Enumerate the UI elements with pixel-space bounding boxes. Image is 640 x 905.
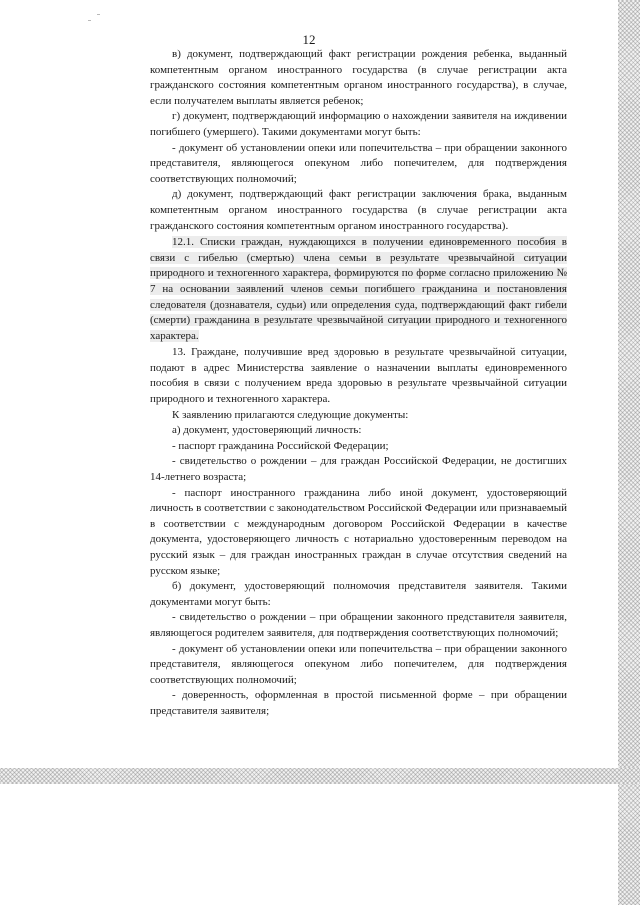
paragraph-birth-certificate: - свидетельство о рождении – для граждан Российской Федерации, не достигших 14-летнего возраста; [150,455,567,484]
document-body [150,47,567,720]
page-number: 12 [302,32,316,47]
paragraph-a-identity-document: а) документ, удостоверяющий личность: [172,424,362,437]
highlighted-paragraph-text: 12.1. Списки граждан, нуждающихся в получении единовременного пособия в связи с гибелью (смертью) члена семьи в результате чрезвычайной ситуации природного и техногенного характера, формируются по форме согласно приложению № 7 на основании заявлений членов семьи погибшего гражданина и постановления следователя (дознавателя, судьи) или определения суда, подтверждающий факт гибели (смерти) гражданина в результате чрезвычайной ситуации природного и техногенного характера. [150,236,567,342]
paragraph-birth-certificate-representative: - свидетельство о рождении – при обращении законного представителя заявителя, являющегося родителем заявителя, для подтверждения соответствующих полномочий; [150,611,567,639]
paragraph-13-health-damage: 13. Граждане, получившие вред здоровью в результате чрезвычайной ситуации, подают в адрес Министерства заявление о назначении выплаты единовременного пособия в связи с получением вреда здоровью в результате чрезвычайной ситуации природного и техногенного характера. [150,346,567,406]
scan-speck [97,14,100,15]
paragraph-v-birth-registration: в) документ, подтверждающий факт регистрации рождения ребенка, выданный компетентным органом иностранного государства (в случае регистрации акта гражданского состояния компетентным органом иностранного государства), в случае, если получателем выплаты является ребенок; [150,48,567,107]
paragraph-foreign-passport: - паспорт иностранного гражданина либо иной документ, удостоверяющий личность в соответствии с законодательством Российской Федерации или признаваемый в соответствии с международным договором Российской Федерации в качестве документа, удостоверяющего личность с нотариально удостоверенным переводом на русский язык – для граждан иностранных граждан в случае отсутствия сведений на русском языке; [150,486,567,577]
paragraph-d-marriage-registration: д) документ, подтверждающий факт регистрации заключения брака, выданным компетентным органом иностранного государства (в случае регистрации акта гражданского состояния компетентным органом иностранного государства). [150,188,567,232]
scan-speck [88,20,91,21]
paragraph-12-1-citizen-lists [150,234,567,345]
paragraph-g-dependency: г) документ, подтверждающий информацию о нахождении заявителя на иждивении погибшего (умершего). Такими документами могут быть: [150,110,567,138]
scan-border-bottom [0,768,640,784]
paragraph-attached-documents: К заявлению прилагаются следующие документы: [172,408,409,421]
paragraph-guardianship-representative: - документ об установлении опеки или попечительства – при обращении законного представителя, являющегося опекуном либо попечителем, для подтверждения соответствующих полномочий; [150,642,567,686]
paragraph-russian-passport: - паспорт гражданина Российской Федерации; [172,439,389,452]
paragraph-power-of-attorney: - доверенность, оформленная в простой письменной форме – при обращении представителя заявителя; [150,689,567,717]
paragraph-b-representative-authority: б) документ, удостоверяющий полномочия представителя заявителя. Такими документами могут быть: [150,580,567,608]
paragraph-guardianship-document: - документ об установлении опеки или попечительства – при обращении законного представителя, являющегося опекуном либо попечителем, для подтверждения соответствующих полномочий; [150,141,567,185]
